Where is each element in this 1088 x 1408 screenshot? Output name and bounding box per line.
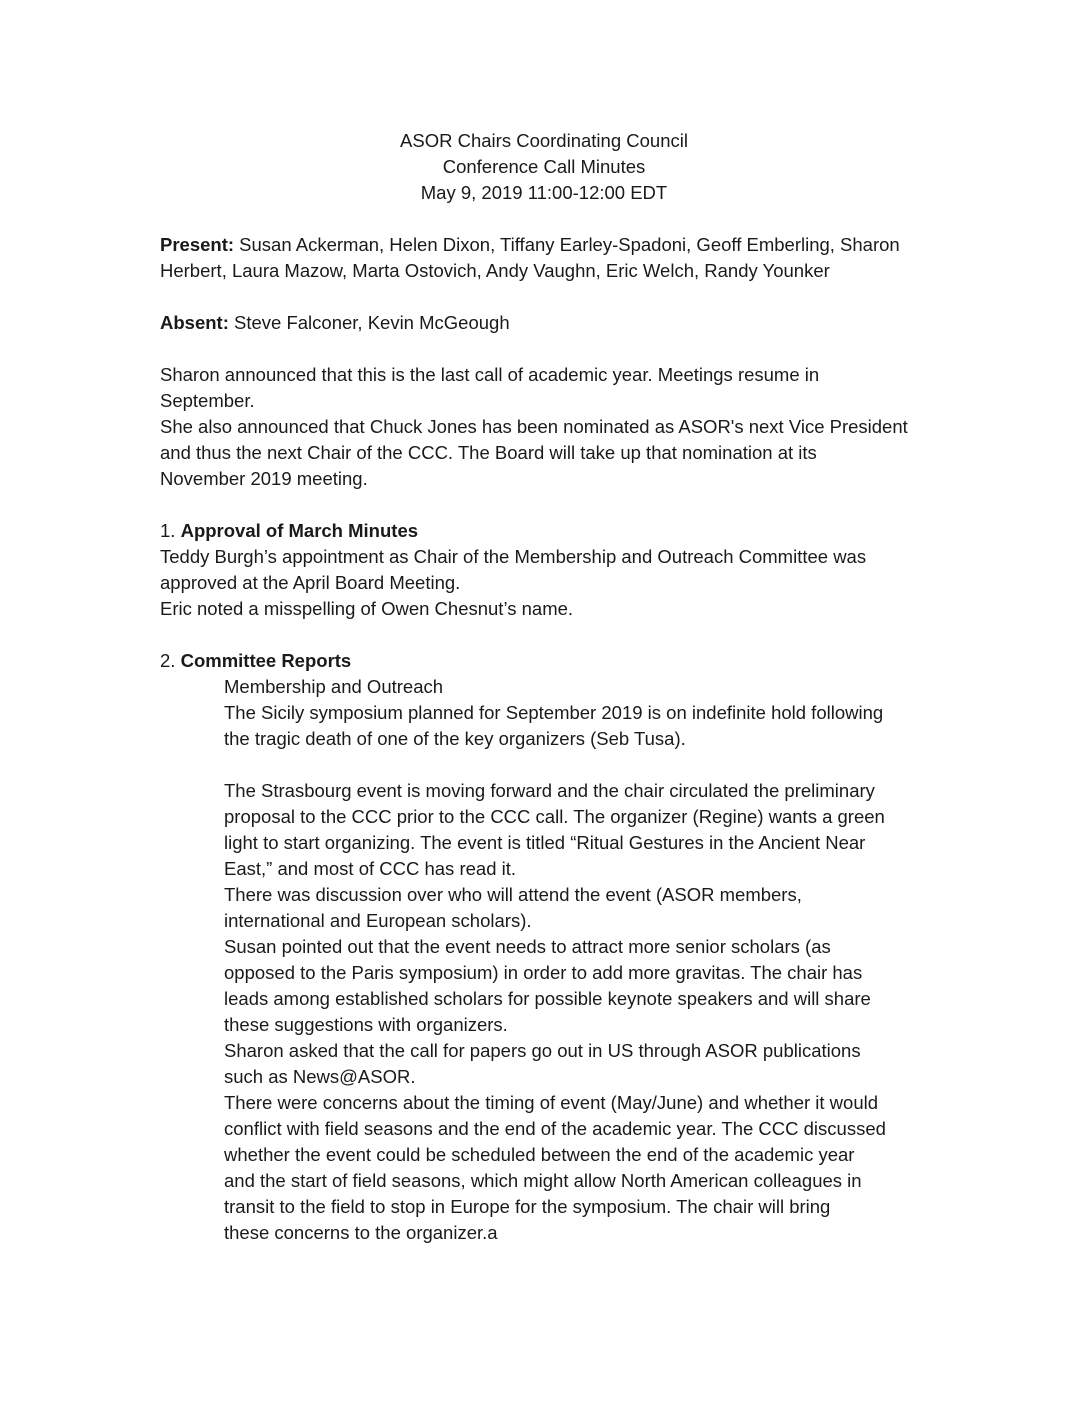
report-line: leads among established scholars for possible keynote speakers and will share (224, 988, 871, 1009)
present-paragraph (160, 232, 940, 284)
report-line: whether the event could be scheduled between the end of the academic year (224, 1144, 855, 1165)
report-line: light to start organizing. The event is titled “Ritual Gestures in the Ancient Near (224, 832, 866, 853)
intro-line: Sharon announced that this is the last call of academic year. Meetings resume in (160, 364, 820, 385)
section-approval-of-minutes (160, 518, 940, 622)
present-names-line-2: Herbert, Laura Mazow, Marta Ostovich, Andy Vaughn, Eric Welch, Randy Younker (160, 260, 830, 281)
section-title: Committee Reports (180, 650, 352, 671)
intro-line: She also announced that Chuck Jones has been nominated as ASOR's next Vice President (160, 416, 908, 437)
intro-line: September. (160, 390, 255, 411)
report-line: The Strasbourg event is moving forward and the chair circulated the preliminary (224, 780, 875, 801)
meeting-date: May 9, 2019 11:00-12:00 EDT (420, 182, 668, 203)
intro-line: and thus the next Chair of the CCC. The Board will take up that nomination at its (160, 442, 817, 463)
report-line: Susan pointed out that the event needs to attract more senior scholars (as (224, 936, 831, 957)
present-label: Present: (160, 234, 235, 255)
section-number: 2. (160, 650, 181, 671)
section-number: 1. (160, 520, 181, 541)
section-title: Approval of March Minutes (180, 520, 419, 541)
present-names-line-1: Susan Ackerman, Helen Dixon, Tiffany Earley-Spadoni, Geoff Emberling, Sharon (234, 234, 900, 255)
document-header (0, 128, 1088, 206)
document-title: ASOR Chairs Coordinating Council (400, 130, 688, 151)
report-line: the tragic death of one of the key organizers (Seb Tusa). (224, 728, 686, 749)
report-line: transit to the field to stop in Europe for the symposium. The chair will bring (224, 1196, 831, 1217)
report-line: these suggestions with organizers. (224, 1014, 508, 1035)
report-line: Sharon asked that the call for papers go out in US through ASOR publications (224, 1040, 861, 1061)
section-heading (160, 648, 940, 674)
report-line: There were concerns about the timing of event (May/June) and whether it would (224, 1092, 879, 1113)
absent-names: Steve Falconer, Kevin McGeough (228, 312, 510, 333)
report-line: The Sicily symposium planned for September 2019 is on indefinite hold following (224, 702, 884, 723)
document-body (160, 232, 940, 1246)
report-line: opposed to the Paris symposium) in order to add more gravitas. The chair has (224, 962, 863, 983)
absent-paragraph (160, 310, 940, 336)
intro-line: November 2019 meeting. (160, 468, 368, 489)
report-line: East,” and most of CCC has read it. (224, 858, 517, 879)
report-line: such as News@ASOR. (224, 1066, 416, 1087)
document-subtitle: Conference Call Minutes (442, 156, 646, 177)
report-line: proposal to the CCC prior to the CCC call. The organizer (Regine) wants a green (224, 806, 885, 827)
absent-label: Absent: (160, 312, 229, 333)
report-line: international and European scholars). (224, 910, 532, 931)
section-line: approved at the April Board Meeting. (160, 572, 461, 593)
report-line: conflict with field seasons and the end of the academic year. The CCC discussed (224, 1118, 886, 1139)
section-line: Teddy Burgh’s appointment as Chair of the Membership and Outreach Committee was (160, 546, 867, 567)
subsection-title: Membership and Outreach (224, 676, 444, 697)
section-line: Eric noted a misspelling of Owen Chesnut’s name. (160, 598, 574, 619)
intro-paragraph (160, 362, 940, 492)
section-heading (160, 518, 940, 544)
report-line: these concerns to the organizer.a (224, 1222, 498, 1243)
report-line: and the start of field seasons, which might allow North American colleagues in (224, 1170, 862, 1191)
report-line: There was discussion over who will attend the event (ASOR members, (224, 884, 802, 905)
section-committee-reports (160, 648, 940, 1246)
